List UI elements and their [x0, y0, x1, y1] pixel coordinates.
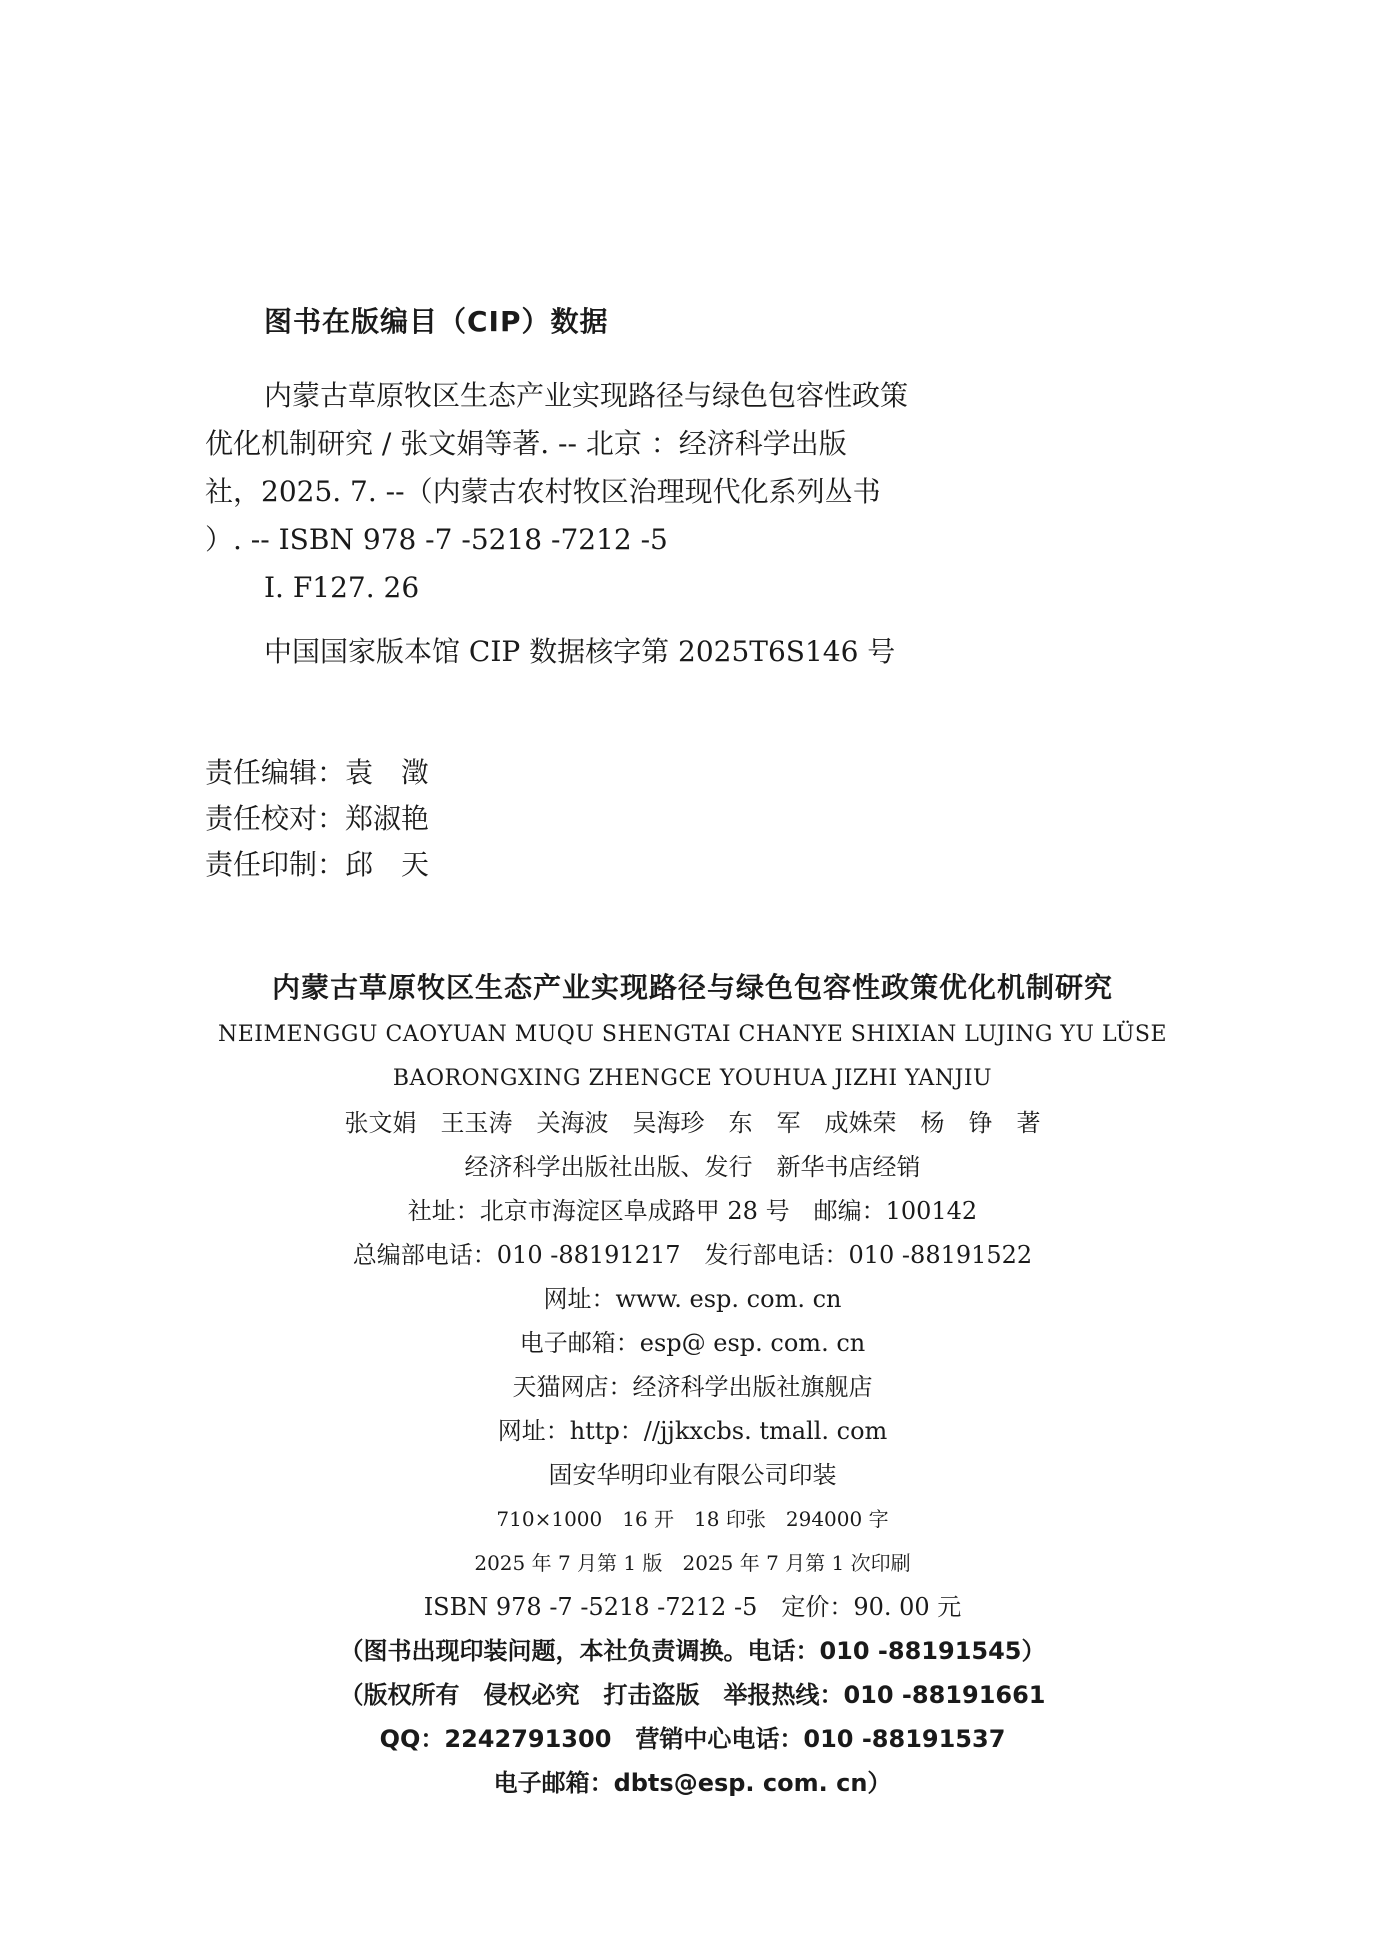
cip-line: 社，2025. 7. --（内蒙古农村牧区治理现代化系列丛书 — [205, 475, 881, 508]
publisher-website: 网址：www. esp. com. cn — [543, 1285, 842, 1313]
notice-contact: QQ：2242791300 营销中心电话：010 -88191537 — [379, 1725, 1006, 1753]
isbn-price: ISBN 978 -7 -5218 -7212 -5 定价：90. 00 元 — [423, 1593, 962, 1621]
staff-row-printing — [205, 842, 429, 888]
book-specs: 710×1000 16 开 18 印张 294000 字 — [496, 1507, 889, 1531]
cip-heading: 图书在版编目（CIP）数据 — [264, 305, 609, 338]
staff-row-editor — [205, 750, 429, 796]
staff-name: 邱 天 — [345, 848, 430, 881]
publisher-address: 社址：北京市海淀区阜成路甲 28 号 邮编：100142 — [407, 1197, 978, 1225]
publisher: 经济科学出版社出版、发行 新华书店经销 — [464, 1153, 921, 1181]
cip-line: ）. -- ISBN 978 -7 -5218 -7212 -5 — [205, 523, 668, 556]
publisher-phones: 总编部电话：010 -88191217 发行部电话：010 -88191522 — [352, 1241, 1033, 1269]
tmall-store: 天猫网店：经济科学出版社旗舰店 — [512, 1373, 873, 1401]
notice-copyright: （版权所有 侵权必究 打击盗版 举报热线：010 -88191661 — [339, 1681, 1046, 1709]
colophon — [0, 965, 1385, 1805]
publisher-email: 电子邮箱：esp@ esp. com. cn — [519, 1329, 866, 1357]
responsible-staff — [205, 750, 429, 888]
staff-label: 责任校对： — [205, 802, 346, 835]
staff-name: 郑淑艳 — [345, 802, 430, 835]
tmall-url: 网址：http：//jjkxcbs. tmall. com — [497, 1417, 888, 1445]
staff-label: 责任编辑： — [205, 756, 346, 789]
staff-label: 责任印制： — [205, 848, 346, 881]
notice-email: 电子邮箱：dbts@esp. com. cn） — [493, 1769, 892, 1797]
edition-info: 2025 年 7 月第 1 版 2025 年 7 月第 1 次印刷 — [474, 1551, 911, 1575]
book-title-pinyin: NEIMENGGU CAOYUAN MUQU SHENGTAI CHANYE SHIXIAN LUJING YU LÜSE — [217, 1022, 1168, 1047]
staff-name: 袁 澂 — [345, 756, 430, 789]
staff-row-proofreader — [205, 796, 429, 842]
notice-misprint: （图书出现印装问题，本社负责调换。电话：010 -88191545） — [339, 1637, 1046, 1665]
cip-classification: Ⅰ. F127. 26 — [264, 571, 420, 604]
cip-verification-number: 中国国家版本馆 CIP 数据核字第 2025T6S146 号 — [264, 635, 896, 668]
book-title: 内蒙古草原牧区生态产业实现路径与绿色包容性政策优化机制研究 — [271, 971, 1113, 1004]
book-title-pinyin: BAORONGXING ZHENGCE YOUHUA JIZHI YANJIU — [392, 1066, 993, 1091]
authors: 张文娟 王玉涛 关海波 吴海珍 东 军 成姝荣 杨 铮 著 — [344, 1109, 1041, 1137]
cip-record — [205, 372, 945, 612]
printer: 固安华明印业有限公司印装 — [548, 1461, 837, 1489]
cip-line: 内蒙古草原牧区生态产业实现路径与绿色包容性政策 — [264, 379, 909, 412]
cip-line: 优化机制研究 / 张文娟等著. -- 北京 ：经济科学出版 — [205, 427, 847, 460]
